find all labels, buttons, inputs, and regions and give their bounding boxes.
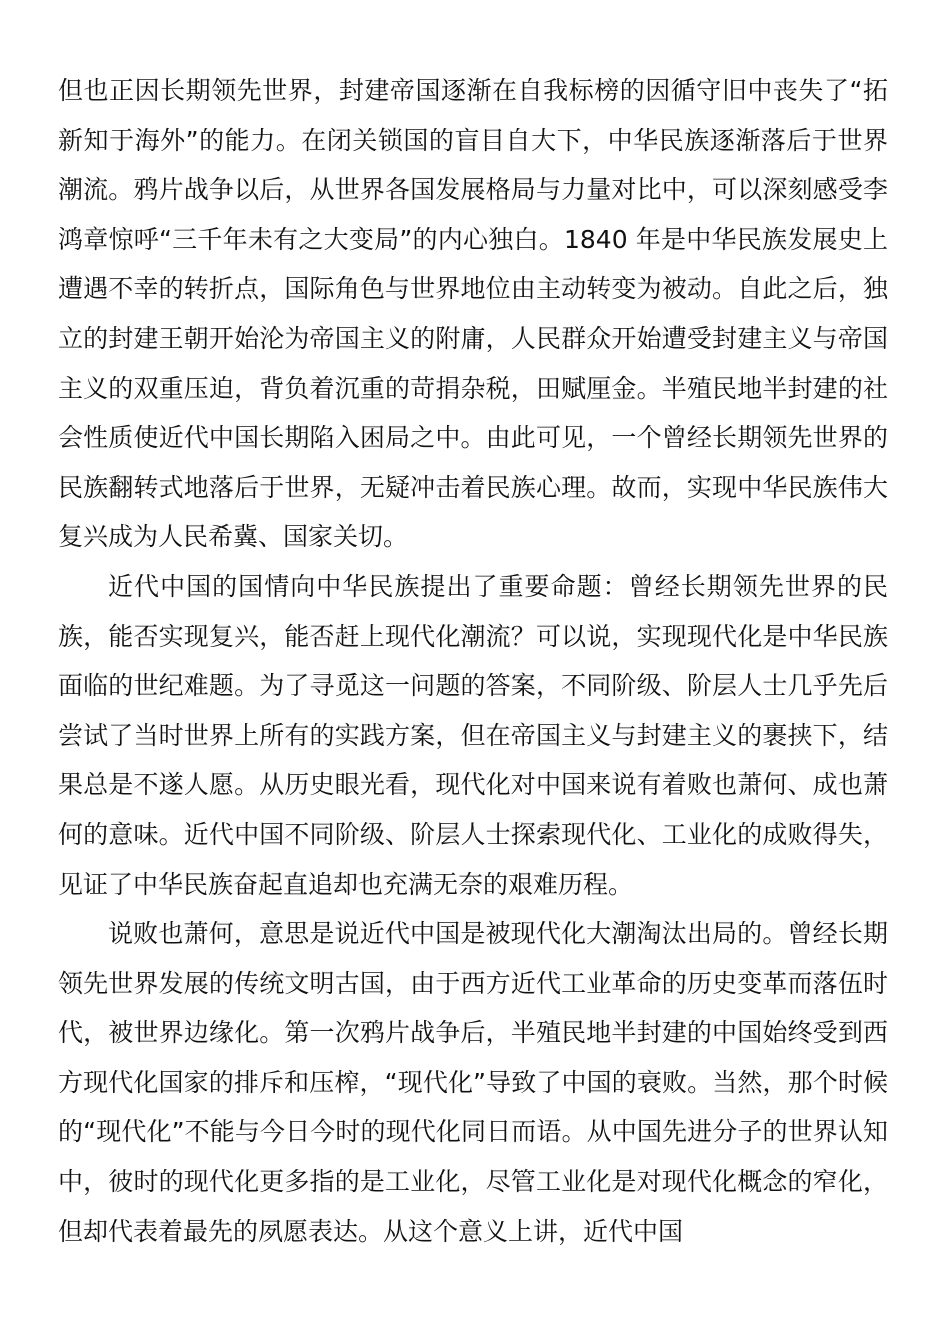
paragraph-2: 近代中国的国情向中华民族提出了重要命题：曾经长期领先世界的民族，能否实现复兴，能否赶上现代化潮流？可以说，实现现代化是中华民族面临的世纪难题。为了寻觅这一问题的答案，不同阶级、阶层人士几乎先后尝试了当时世界上所有的实践方案，但在帝国主义与封建主义的裹挟下，结果总是不遂人愿。从历史眼光看，现代化对中国来说有着败也萧何、成也萧何的意味。近代中国不同阶级、阶层人士探索现代化、工业化的成败得失，见证了中华民族奋起直追却也充满无奈的艰难历程。 [58,571,888,899]
paragraph-1: 但也正因长期领先世界，封建帝国逐渐在自我标榜的因循守旧中丧失了“拓新知于海外”的能力。在闭关锁国的盲目自大下，中华民族逐渐落后于世界潮流。鸦片战争以后，从世界各国发展格局与力量对比中，可以深刻感受李鸿章惊呼“三千年未有之大变局”的内心独白。1840 年是中华民族发展史上遭遇不幸的转折点，国际角色与世界地位由主动转变为被动。自此之后，独立的封建王朝开始沦为帝国主义的附庸，人民群众开始遭受封建主义与帝国主义的双重压迫，背负着沉重的苛捐杂税，田赋厘金。半殖民地半封建的社会性质使近代中国长期陷入困局之中。由此可见，一个曾经长期领先世界的民族翻转式地落后于世界，无疑冲击着民族心理。故而，实现中华民族伟大复兴成为人民希冀、国家关切。 [58,76,888,552]
document-page [58,66,888,1256]
paragraph-3: 说败也萧何，意思是说近代中国是被现代化大潮淘汰出局的。曾经长期领先世界发展的传统文明古国，由于西方近代工业革命的历史变革而落伍时代，被世界边缘化。第一次鸦片战争后，半殖民地半封建的中国始终受到西方现代化国家的排斥和压榨，“现代化”导致了中国的衰败。当然，那个时候的“现代化”不能与今日今时的现代化同日而语。从中国先进分子的世界认知中，彼时的现代化更多指的是工业化，尽管工业化是对现代化概念的窄化，但却代表着最先的夙愿表达。从这个意义上讲，近代中国 [58,919,888,1246]
